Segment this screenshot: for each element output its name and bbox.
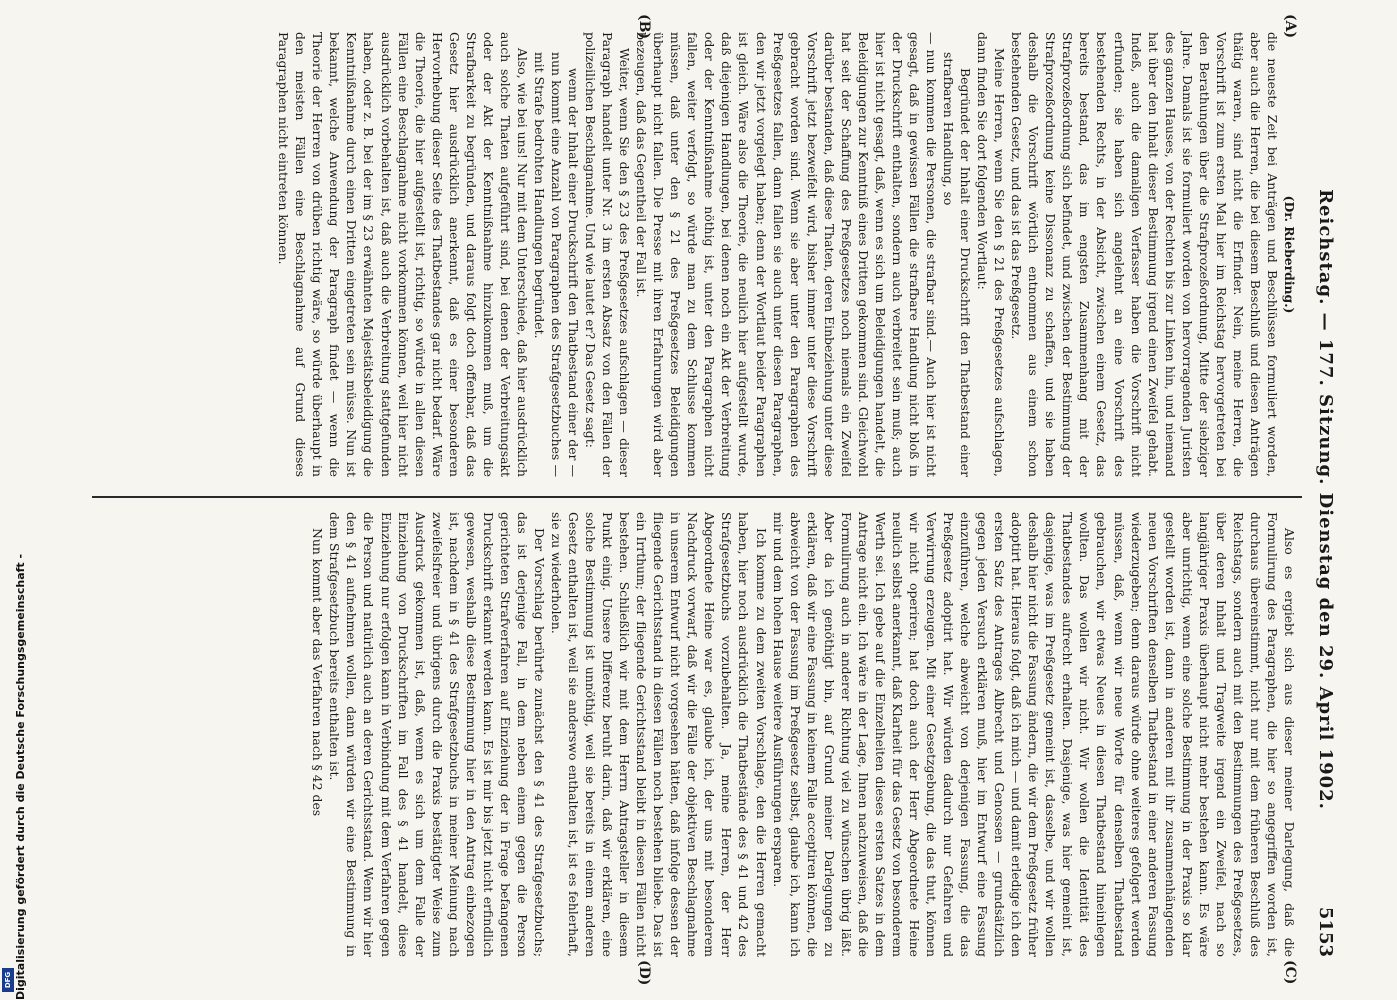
left-paragraph: Also, wie bei uns! Nur mit dem Unterschiede, daß hier ausdrücklich auch solche Thaten aufgeführt sind, bei denen der Verbreitungsakt oder der Akt der Kenntnißnahme hinzukommen muß, um die Strafbarkeit zu begründen, und daraus folgt doch offenbar, daß das Gesetz hier ausdrücklich anerkennt, daß es einer besonderen Hervorhebung dieser Seite des Thatbestandes gar nicht bedarf. Wäre die Theorie, die hier aufgestellt ist, richtig, so würde in allen diesen Fällen eine Beschlagnahme nicht vorkommen können, weil hier nicht ausdrücklich vorbehalten ist, daß auch die Verbreitung stattgefunden haben, oder z. B. bei der im § 23 erwähnten Majestätsbeleidigung die Kenntnißnahme durch einen Dritten eingetreten sein müsse. Nun ist bekannt, welche Anwendung der Paragraph findet — wenn die Theorie der Herren von drüben richtig wäre, so würde überhaupt in den meisten Fällen eine Beschlagnahme auf Grund dieses Paragraphen nicht eintreten können.: [276, 32, 530, 478]
header-title: Reichstag. — 177. Sitzung. Dienstag den 29. April 1902.: [1315, 189, 1336, 810]
right-paragraph: Ich komme zu dem zweiten Vorschlage, den die Herren gemacht haben, hier noch ausdrücklich die Thatbestände des § 41 und 42 des Strafgesetzbuchs vorzubehalten. Ja, meine Herren, der Herr Abgeordnete Heine war es, glaube ich, der uns mit besonderem Nachdruck vorwarf, daß wir die Fälle der objektiven Beschlagnahme in unserem Entwurf nicht vorgesehen hätten, daß infolge dessen der fliegende Gerichtsstand in diesen Fällen noch bestehen bliebe. Das ist ein Irrthum; der fliegende Gerichtsstand bleibt in diesen Fällen nicht bestehen. Schließlich wir mit dem Herrn Antragsteller in diesem Punkt einig. Unsere Differenz beruht darin, daß wir erklären, eine solche Bestimmung ist unnöthig, weil sie bereits in einem anderen Gesetz enthalten ist, weil sie anderswo enthalten ist, ist es fehlerhaft, sie zu wiederholen.: [548, 512, 769, 957]
margin-marker-a: (A): [1282, 14, 1298, 39]
margin-marker-b: (B): [636, 14, 652, 40]
left-paragraph: die neueste Zeit bei Anträgen und Beschlüssen formuliert worden, aber auch die Herren, die bei diesem Beschluß und diesen Anträgen thätig waren, sind nicht die Erfinder. Nein, meine Herren, die Vorschrift ist zum ersten Mal hier im Reichstag hervorgetreten bei den Berathungen über die Strafprozeßordnung, Mitte der siebziger Jahre. Damals ist sie formuliert worden von hervorragenden Juristen des ganzen Hauses, von der Rechten bis zur Linken hin, und niemand hat über den Inhalt dieser Bestimmung irgend einen Zweifel gehabt. Indeß, auch die damaligen Verfasser haben die Vorschrift nicht erfunden; sie haben sich angelehnt an eine Vorschrift des bestehenden Rechts, in der Absicht, zwischen einem Gesetz, das bereits bestand, das im engsten Zusammenhang mit der Strafprozeßordnung sich befindet, und zwischen der Bestimmung der Strafprozeßordnung keine Dissonanz zu schaffen, und sie haben deshalb die Vorschrift wörtlich entnommen aus einem schon bestehenden Gesetz, und das ist das Preßgesetz.: [1009, 32, 1280, 477]
left-column: [275, 32, 1298, 477]
digitization-credit: Digitalisierung gefördert durch die Deutsche Forschungsgemeinschaft -: [14, 553, 27, 1000]
left-quote: Begründet der Inhalt einer Druckschrift den Thatbestand einer strafbaren Handlung, so: [941, 52, 974, 477]
digitization-credit-strip: [0, 0, 27, 1000]
left-quote: wenn der Inhalt einer Druckschrift den Thatbestand einer der — nun kommt eine Anzahl von Paragraphen des Strafgesetzbuches — mit Strafe bedrohten Handlungen begründet.: [531, 52, 582, 477]
right-paragraph: Der Vorschlag berührte zunächst den § 41 des Strafgesetzbuchs; das ist derjenige Fall, in dem neben einem gegen die Person gerichteten Strafverfahren auf Einziehung der in Frage befangenen Druckschrift erkannt werden kann. Es ist mir bis jetzt nicht erfindlich gewesen, weshalb diese Bestimmung hier in den Antrag einbezogen ist, nachdem in § 41 des Strafgesetzbuchs in meiner Meinung nach zweifelsfreier und übrigens durch die Praxis bestätigter Weise zum Ausdruck gekommen ist, daß, wenn es sich um dem Falle der Einziehung von Druckschriften im Fall des § 41 handelt, diese Einziehung nur erfolgen kann in Verbindung mit dem Verfahren gegen die Person und natürlich auch an deren Gerichtsstand. Wenn wir hier den § 41 aufnehmen wollen, dann würden wir eine Bestimmung in dem Strafgesetzbuch bereits enthalten ist.: [327, 512, 547, 957]
dfg-logo-icon: [2, 968, 14, 992]
left-paragraph: Meine Herren, wenn Sie den § 21 des Preßgesetzes aufschlagen, dann finden Sie dort folgenden Wortlaut:: [975, 32, 1008, 477]
page-number: 5153: [1315, 906, 1336, 957]
right-paragraph: Nun kommt aber das Verfahren nach § 42 des: [310, 528, 326, 817]
margin-marker-c: (C): [1282, 960, 1298, 985]
left-paragraph: Weiter, wenn Sie den § 23 des Preßgesetzes aufschlagen — dieser Paragraph handelt unter Nr. 3 im ersten Absatz von den Fällen der polizeilichen Beschlagnahme. Und wie lautet er? Das Gesetz sagt:: [583, 32, 633, 477]
left-paragraph: — nun kommen die Personen, die strafbar sind.— Auch hier ist nicht gesagt, daß in gewissen Fällen die strafbare Handlung nicht bloß in der Druckschrift enthalten, sondern auch verbreitet sein muß; auch hier ist nicht gesagt, daß, wenn es sich um Beleidigungen handelt, die Beleidigungen zur Kenntniß eines Dritten gekommen sind. Gleichwohl hat seit der Schaffung des Preßgesetzes noch niemals ein Zweifel darüber bestanden, daß diese Thaten, deren Einbeziehung unter diese Vorschrift jetzt bezweifelt wird, bisher immer unter diese Vorschrift gebracht worden sind. Wenn sie aber unter den Paragraphen des Preßgesetzes fallen, dann fallen sie auch unter diesen Paragraphen, den wir jetzt vorgelegt haben; denn der Wortlaut beider Paragraphen ist gleich. Wäre also die Theorie, die neulich hier aufgestellt wurde, daß diejenigen Handlungen, bei denen noch ein Akt der Verbreitung oder der Kenntnißnahme nöthig ist, unter den Paragraphen nicht fallen, weiter verfolgt, so würde man zu dem Schlusse kommen müssen, daß unter den § 21 des Preßgesetzes Beleidigungen überhaupt nicht fallen. Die Presse mit ihren Erfahrungen wird aber bezeugen, daß das Gegentheil der Fall ist.: [634, 32, 940, 478]
page-header: [1310, 42, 1336, 957]
right-column: [309, 512, 1298, 957]
right-paragraph: Also es ergiebt sich aus dieser meiner Darlegung, daß die Formulirung des Paragraphen, die hier so angegriffen worden ist, durchaus übereinstimmt, nicht nur mit dem früheren Beschluß des Reichstags, sondern auch mit den Bestimmungen des Preßgesetzes, über deren Inhalt und Tragweite irgend ein Zweifel, nach so langjähriger Praxis überhaupt nicht mehr bestehen kann. Es wäre aber unrichtig, wenn eine solche Bestimmung in der Praxis so klar gestellt worden ist, dann in anderen mit ihr zusammenhängenden neuen Vorschriften denselben Thatbestand in einer anderen Fassung wiederzugeben; denn daraus würde ohne weiteres gefolgert werden müssen, daß, wenn wir neue Worte für denselben Thatbestand gebrauchen, wir etwas Neues in diesen Thatbestand hineinlegen wollten. Das wollen wir nicht. Wir wollen die Identität des Thatbestandes aufrecht erhalten. Dasjenige, was hier gemeint ist, dasjenige, was im Preßgesetz gemeint ist, dasselbe, und wir wollen deshalb hier nicht die Fassung ändern, die wir dem Preßgesetz früher adoptirt hat. Hieraus folgt, daß ich mich — und damit erledige ich den ersten Satz des Antrages Albrecht und Genossen — grundsätzlich gegen jeden Versuch erklären muß, hier im Entwurf eine Fassung einzuführen, welche abweicht von derjenigen Fassung, die das Preßgesetz adoptirt hat. Wir würden dadurch nur Gefahren und Verwirrung erzeugen. Mit einer Gesetzgebung, die das thut, können wir nicht operiren; hat doch auch der Herr Abgeordnete Heine neulich selbst anerkannt, daß Klarheit für das Gesetz von besonderem Werth sei. Ich gebe auf die Einzelheiten dieses ersten Satzes in dem Antrage nicht ein. Ich wäre in der Lage, Ihnen nachzuweisen, daß die Formulirung auch in anderer Richtung viel zu wünschen übrig läßt. Aber da ich genöthigt bin, auf Grund meiner Darlegungen zu erklären, daß wir eine Fassung in keinem Falle acceptiren können, die abweicht von der Fassung im Preßgesetz selbst, glaube ich, kann ich mir und dem hohen Hause weitere Ausführungen ersparen.: [770, 512, 1297, 957]
rotated-page: [52, 12, 1342, 987]
column-divider: [92, 496, 1302, 498]
dfg-logo-text: DFG: [4, 971, 12, 989]
speaker-label: (Dr. Rieberding.): [1282, 195, 1297, 314]
margin-marker-d: (D): [636, 960, 652, 986]
